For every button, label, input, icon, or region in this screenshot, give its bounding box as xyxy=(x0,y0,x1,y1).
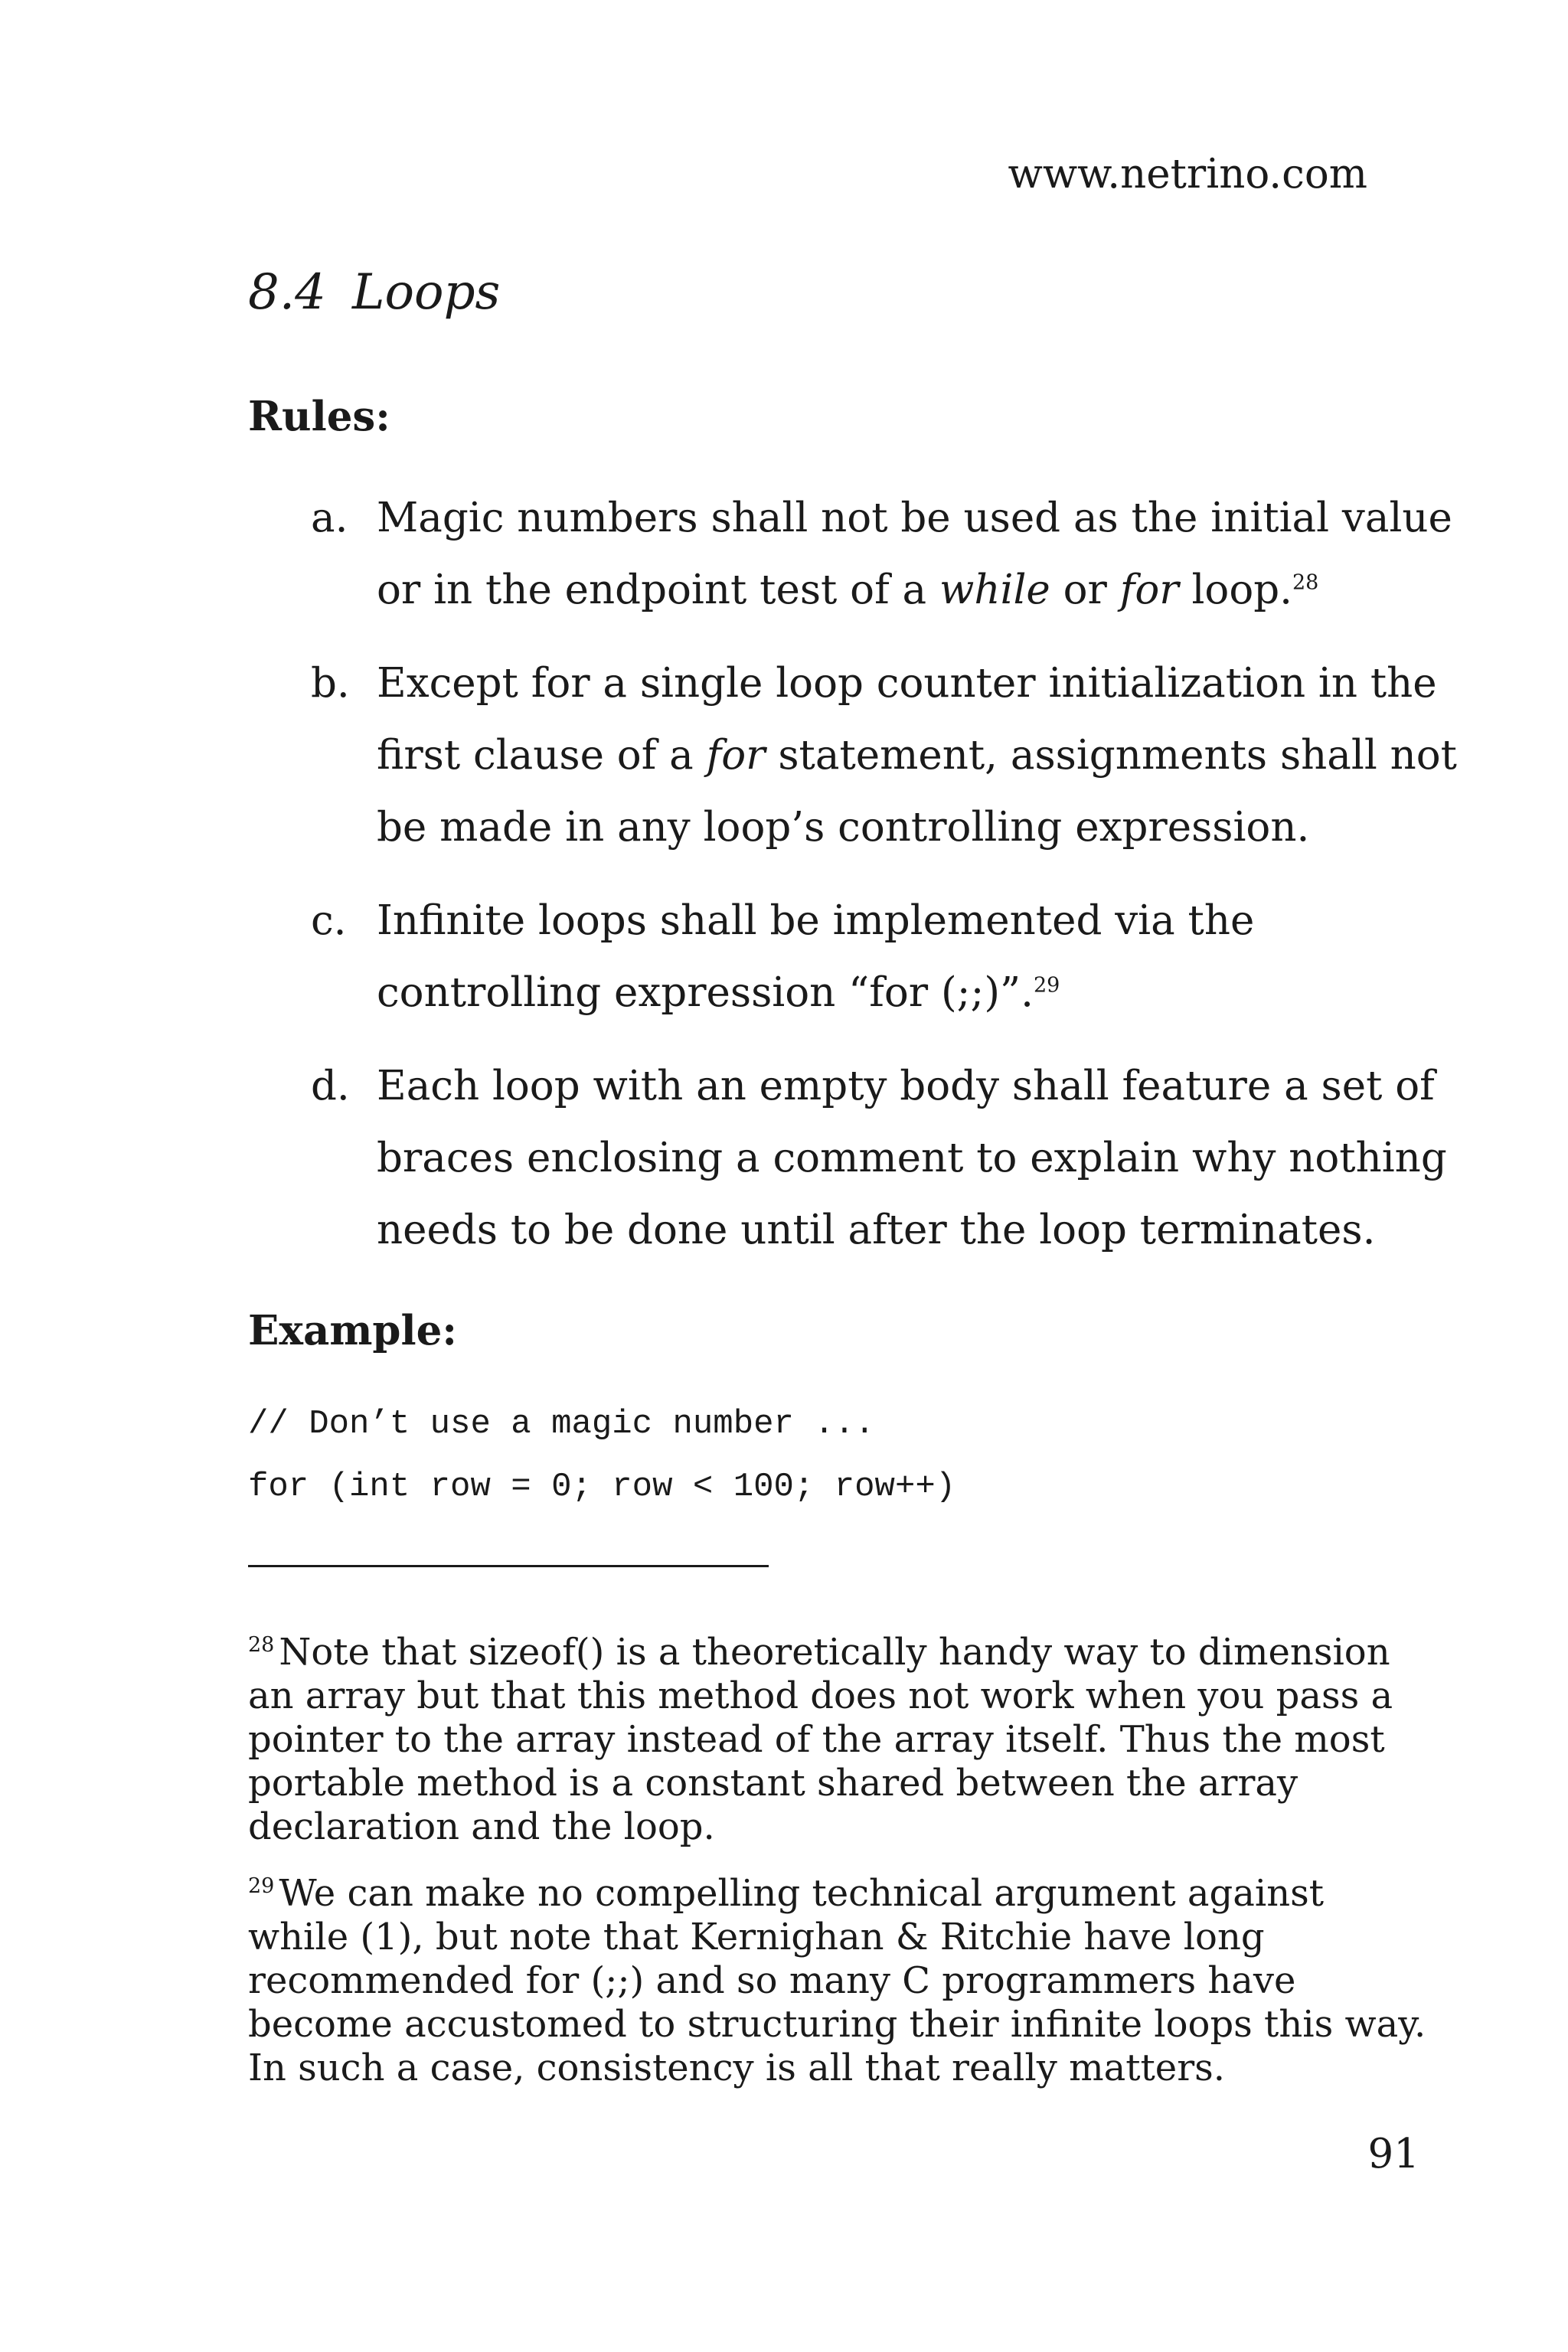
footnote-reference[interactable]: 28 xyxy=(1292,570,1319,595)
rule-text-part: or xyxy=(1050,567,1120,613)
rule-text-part: statement, assignments shall not be made in any loop’s controlling expression. xyxy=(377,732,1457,851)
footnote-number: 28 xyxy=(248,1633,275,1657)
footnote-text: Note that sizeof() is a theoretically handy way to dimension an array but that this method does not work when you pass a pointer to the array instead of the array itself. Thus the most portable method is a constant shared between the array declaration and the loop. xyxy=(248,1631,1393,1848)
rules-label: Rules: xyxy=(248,393,390,440)
rule-b xyxy=(0,648,1568,864)
rule-text-part: loop. xyxy=(1178,567,1292,613)
code-line: // Don’t use a magic number ... xyxy=(248,1405,875,1443)
footnote-number: 29 xyxy=(248,1874,275,1898)
rule-letter: c. xyxy=(311,897,347,944)
rule-letter: d. xyxy=(311,1063,350,1109)
rule-text-part: Each loop with an empty body shall feature a set of braces enclosing a comment to explain why nothing needs to be done until after the loop terminates. xyxy=(377,1063,1447,1253)
rule-a xyxy=(0,482,1568,626)
section-heading xyxy=(248,260,500,325)
footnote-29 xyxy=(248,1872,1427,2090)
example-label: Example: xyxy=(248,1307,457,1354)
footnote-divider xyxy=(248,1565,769,1567)
footnote-28 xyxy=(248,1631,1427,1849)
section-number: 8.4 xyxy=(248,264,326,321)
rule-c xyxy=(0,885,1568,1029)
rule-text-emphasis: for xyxy=(706,732,766,779)
rule-text xyxy=(377,1050,1464,1266)
footnote-reference[interactable]: 29 xyxy=(1033,973,1060,998)
footnote-text: We can make no compelling technical argument against while (1), but note that Kernighan & Ritchie have long recommended for (;;) and so many C programmers have become accustomed to structuring their infinite loops this way. In such a case, consistency is all that really matters. xyxy=(248,1872,1426,2089)
rule-text xyxy=(377,885,1464,1029)
header-url: www.netrino.com xyxy=(1008,151,1367,198)
rule-text-emphasis: while xyxy=(939,567,1050,613)
footnotes xyxy=(248,1631,1427,2113)
rule-letter: b. xyxy=(311,660,350,707)
rule-text-part: Except for a single loop counter initialization in the first clause of a xyxy=(377,660,1437,779)
rule-text-emphasis: for xyxy=(1119,567,1179,613)
rule-d xyxy=(0,1050,1568,1266)
page-number: 91 xyxy=(1367,2131,1419,2177)
rule-text xyxy=(377,482,1464,626)
rule-text-part: Infinite loops shall be implemented via the controlling expression “for (;;)”. xyxy=(377,897,1255,1016)
rule-text-part: Magic numbers shall not be used as the initial value or in the endpoint test of a xyxy=(377,495,1452,613)
rule-letter: a. xyxy=(311,495,348,541)
section-title: Loops xyxy=(352,264,501,321)
rule-text xyxy=(377,648,1464,864)
code-line: for (int row = 0; row < 100; row++) xyxy=(248,1468,956,1506)
rules-list xyxy=(0,482,1568,1288)
